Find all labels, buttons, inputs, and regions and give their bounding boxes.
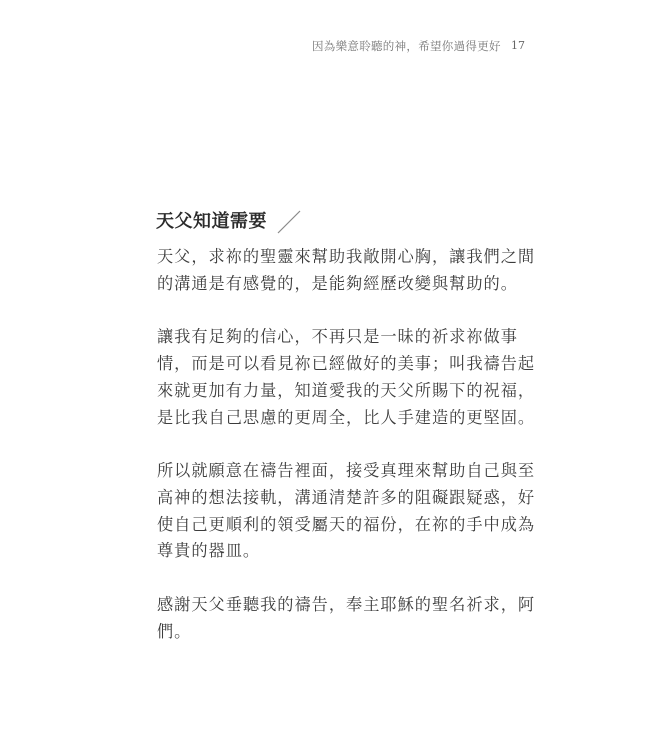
text-line: 讓我有足夠的信心，不再只是一昧的祈求祢做事 [157, 327, 518, 347]
text-line: 來就更加有力量，知道愛我的天父所賜下的祝福， [157, 380, 536, 400]
section-heading-text: 天父知道需要 [156, 211, 267, 232]
slash-icon [277, 210, 301, 234]
body-text [157, 244, 536, 672]
page-number: 17 [511, 39, 525, 52]
text-line: 所以就願意在禱告裡面，接受真理來幫助自己與至 [157, 461, 536, 481]
text-line: 是比我自己思慮的更周全，比人手建造的更堅固。 [157, 407, 536, 427]
text-line: 高神的想法接軌，溝通清楚許多的阻礙跟疑惑，好 [157, 487, 536, 507]
paragraph-2 [157, 324, 536, 431]
text-line: 們。 [157, 621, 192, 641]
paragraph-4 [157, 592, 536, 645]
running-header [312, 38, 501, 54]
paragraph-1 [157, 244, 536, 297]
text-line: 情，而是可以看見祢已經做好的美事；叫我禱告起 [157, 354, 536, 374]
text-line: 尊貴的器皿。 [157, 541, 261, 561]
text-line: 的溝通是有感覺的，是能夠經歷改變與幫助的。 [157, 273, 518, 293]
section-heading [156, 210, 301, 234]
paragraph-3 [157, 458, 536, 565]
running-header-title: 因為樂意聆聽的神，希望你過得更好 [312, 39, 501, 53]
text-line: 天父，求祢的聖靈來幫助我敞開心胸，讓我們之間 [157, 247, 536, 266]
text-line: 感謝天父垂聽我的禱告，奉主耶穌的聖名祈求，阿 [157, 595, 536, 615]
text-line: 使自己更順利的領受屬天的福份，在祢的手中成為 [157, 514, 536, 534]
